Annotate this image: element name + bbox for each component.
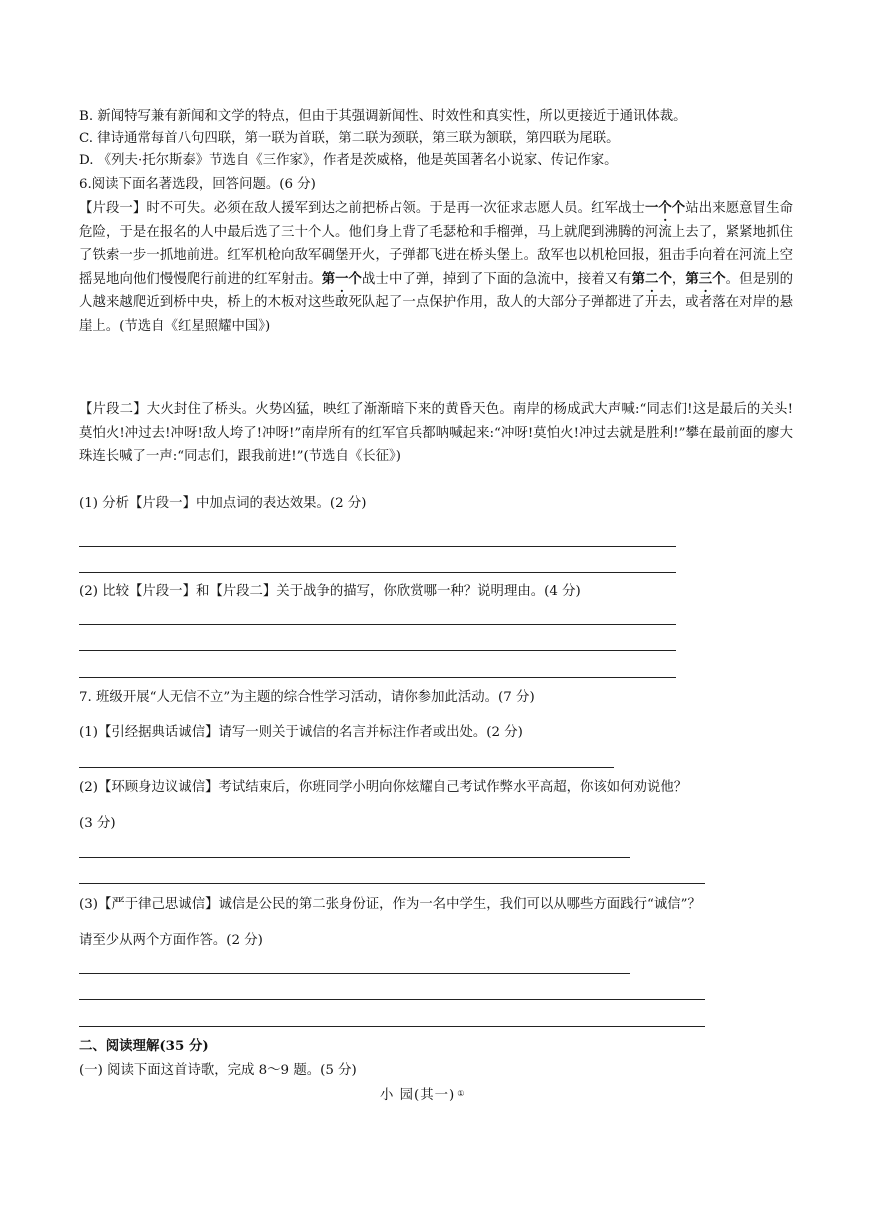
- poem-title: [380, 1086, 465, 1106]
- question-7-sub1: (1)【引经据典话诚信】请写一则关于诚信的名言并标注作者或出处。(2 分): [79, 725, 523, 740]
- excerpt-one-text-c: 战士中了弹，掉到了下面的急流中，接着又有: [361, 271, 632, 287]
- option-d: D. 《列夫·托尔斯泰》节选自《三作家》，作者是茨威格，他是英国著名小说家、传记作家。: [79, 153, 618, 168]
- option-c: C. 律诗通常每首八句四联，第一联为首联，第二联为颈联，第三联为颔联，第四联为尾联。: [79, 131, 620, 146]
- excerpt-two: 【片段二】大火封住了桥头。火势凶猛，映红了渐渐暗下来的黄昏天色。南岸的杨成武大声喊:“同志们!这是最后的关头!莫怕火!冲过去!冲呀!敌人垮了!冲呀!”南岸所有的红军官兵都呐喊起来:“冲呀!莫怕火!冲过去就是胜利!”攀在最前面的廖大珠连长喊了一声:“同志们，跟我前进!”(节选自《长征》): [79, 402, 793, 465]
- footnote-marker: ①: [457, 1089, 466, 1098]
- answer-line[interactable]: [79, 677, 676, 678]
- option-b: B. 新闻特写兼有新闻和文学的特点，但由于其强调新闻性、时效性和真实性，所以更接近于通讯体裁。: [79, 109, 687, 124]
- answer-line[interactable]: [79, 1026, 705, 1027]
- answer-line[interactable]: [79, 546, 676, 547]
- section-2-heading: 二、阅读理解(35 分): [79, 1038, 209, 1054]
- question-6-sub1: (1) 分析【片段一】中加点词的表达效果。(2 分): [79, 496, 367, 511]
- question-6-sub2: (2) 比较【片段一】和【片段二】关于战争的描写，你欣赏哪一种？说明理由。(4 分): [79, 584, 581, 599]
- question-6-stem: 6.阅读下面名著选段，回答问题。(6 分): [79, 177, 316, 192]
- answer-line[interactable]: [79, 883, 705, 884]
- question-7-stem: 7. 班级开展“人无信不立”为主题的综合性学习活动，请你参加此活动。(7 分): [79, 690, 535, 705]
- question-7-sub3-cont: 请至少从两个方面作答。(2 分): [79, 933, 263, 948]
- answer-line[interactable]: [79, 572, 676, 573]
- excerpt-one-text-a: 【片段一】时不可失。必须在敌人援军到达之前把桥占领。于是再一次征求志愿人员。红军战士: [79, 201, 646, 216]
- excerpt-one: [79, 197, 793, 339]
- answer-line[interactable]: [79, 650, 676, 651]
- answer-line[interactable]: [79, 999, 705, 1000]
- excerpt-one-text-e: 。但是别的人越来越爬近到桥中央，桥上的木板对这些敢死队起了一点保护作用，敌人的大部分子弹都进了开去，或者落在对岸的悬崖上。(节选自《红星照耀中国》): [79, 271, 794, 334]
- dotted-word-disange: 第三个: [685, 270, 726, 287]
- dotted-word-yigege: 一个个: [645, 200, 686, 216]
- question-7-sub3: (3)【严于律己思诚信】诚信是公民的第二张身份证，作为一名中学生，我们可以从哪些方面践行“诚信”？: [79, 897, 701, 912]
- poem-title-text: 小 园(其一): [380, 1088, 456, 1103]
- dotted-word-dierge: 第二个: [631, 270, 672, 287]
- question-7-sub2-score: (3 分): [79, 816, 116, 831]
- dotted-word-diyige: 第一个: [321, 270, 362, 287]
- excerpt-one-text-b: 站出来愿意冒生命危险，于是在报名的人中最后选了三十个人。他们身上背了毛瑟枪和手榴弹，马上就爬到沸腾的河流上去了，紧紧地抓住了铁索一步一抓地前进。红军机枪向敌军碉堡开火，子弹都飞进在桥头堡上。敌军也以机枪回报，狙击手向着在河流上空摇晃地向他们慢慢爬行前进的红军射击。: [79, 201, 793, 287]
- answer-line[interactable]: [79, 624, 676, 625]
- answer-line[interactable]: [79, 857, 630, 858]
- excerpt-one-text-d: ，: [671, 271, 686, 287]
- section-2-part-1-instruction: (一) 阅读下面这首诗歌，完成 8～9 题。(5 分): [79, 1063, 357, 1078]
- answer-line[interactable]: [79, 767, 614, 768]
- answer-line[interactable]: [79, 973, 630, 974]
- question-7-sub2: (2)【环顾身边议诚信】考试结束后，你班同学小明向你炫耀自己考试作弊水平高超，你该如何劝说他？: [79, 780, 688, 795]
